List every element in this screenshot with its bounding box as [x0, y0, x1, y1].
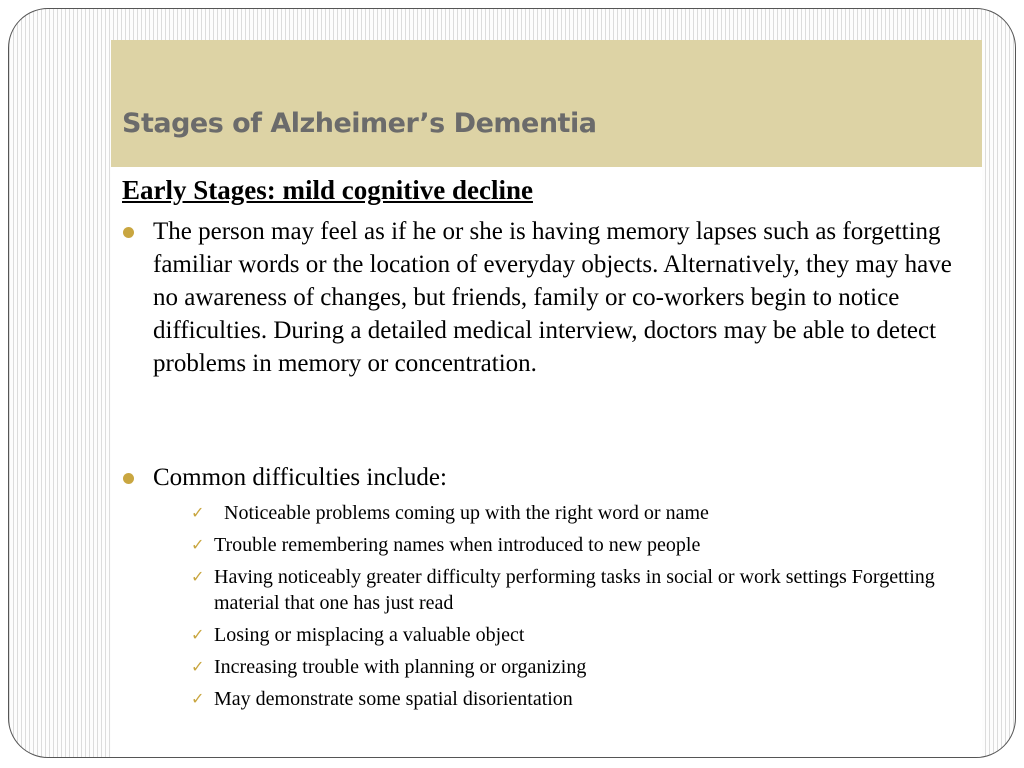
checkmark-icon: ✓	[191, 567, 205, 586]
list-item	[191, 686, 981, 712]
difficulties-list	[191, 500, 981, 718]
list-item	[191, 500, 981, 526]
bullet-common-difficulties: Common difficulties include:	[153, 464, 447, 491]
checkmark-icon: ✓	[191, 657, 205, 676]
list-item-text: Having noticeably greater difficulty performing tasks in social or work settings Forgetting material that one has just read	[214, 566, 935, 614]
checkmark-icon: ✓	[191, 689, 205, 708]
list-item	[191, 564, 981, 616]
list-item-text: Increasing trouble with planning or organizing	[214, 656, 587, 678]
section-heading: Early Stages: mild cognitive decline	[122, 175, 533, 205]
list-item	[191, 622, 981, 648]
list-item	[191, 654, 981, 680]
bullet-icon	[123, 473, 134, 484]
list-item	[191, 532, 981, 558]
list-item-text: Trouble remembering names when introduced to new people	[214, 534, 701, 556]
checkmark-icon: ✓	[191, 625, 205, 644]
slide-frame	[8, 8, 1016, 758]
list-item-text: Losing or misplacing a valuable object	[214, 624, 525, 646]
slide-title: Stages of Alzheimer’s Dementia	[122, 108, 597, 139]
list-item-text: May demonstrate some spatial disorientation	[214, 688, 573, 710]
slide-content	[111, 167, 982, 757]
title-band	[111, 40, 982, 167]
checkmark-icon: ✓	[191, 503, 205, 522]
checkmark-icon: ✓	[191, 535, 205, 554]
list-item-text: Noticeable problems coming up with the right word or name	[224, 502, 709, 524]
bullet-paragraph: The person may feel as if he or she is having memory lapses such as forgetting familiar words or the location of everyday objects. Alternatively, they may have no awareness of changes, but friends, family or co-workers begin to notice difficulties. During a detailed medical interview, doctors may be able to detect problems in memory or concentration.	[153, 218, 952, 377]
bullet-icon	[123, 227, 134, 238]
